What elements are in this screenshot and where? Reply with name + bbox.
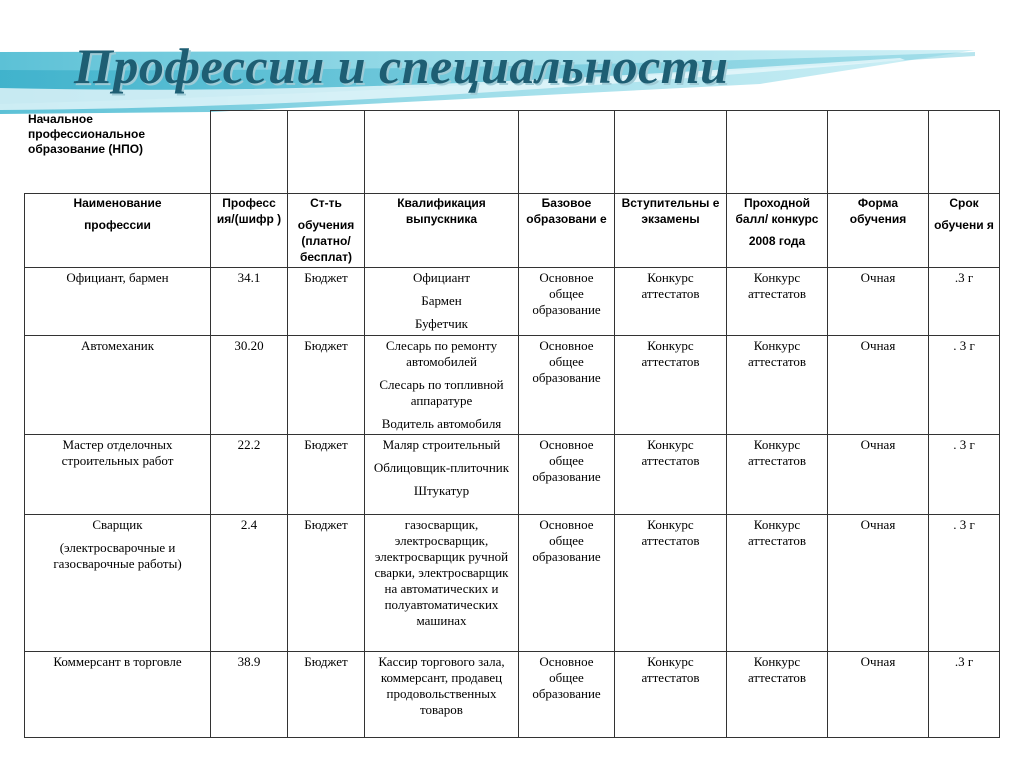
name-cell [25,268,211,336]
professions-table [24,110,1000,738]
column-header-score [727,194,828,268]
cell-text: Бармен [421,293,462,308]
cell-text: .3 г [954,270,974,285]
blank-header-row [25,111,1000,194]
cell-text: Коммерсант в торговле [53,654,182,669]
blank-cell [727,111,828,194]
cell-text: Официант, бармен [66,270,169,285]
cell-text: . 3 г [953,338,975,353]
cell-text: Конкурс аттестатов [641,654,700,685]
cell-text: Конкурс аттестатов [747,517,807,548]
form-cell [828,515,929,652]
header-text: Наименование [73,196,162,210]
cell-text: Очная [860,517,896,532]
table-row [25,336,1000,435]
exams-cell [615,652,727,738]
cell-text: Конкурс аттестатов [641,270,700,301]
cell-text: Буфетчик [414,316,468,331]
page-title: Профессии и специальности [74,38,729,94]
cell-text: Бюджет [304,338,348,353]
cell-text: Бюджет [304,654,348,669]
column-header-base [519,194,615,268]
term-cell [929,435,1000,515]
education-level-label: Начальное профессиональное образование (НПО) [28,112,145,156]
column-header-qualification [365,194,519,268]
name-cell [25,515,211,652]
cell-text: 34.1 [237,270,261,285]
cell-text: Конкурс аттестатов [641,437,700,468]
cost-cell [288,268,365,336]
base-education-cell [519,268,615,336]
column-header-form [828,194,929,268]
column-header-exams [615,194,727,268]
code-cell [211,268,288,336]
header-text: Професс ия/(шифр ) [216,196,282,226]
cell-text: 22.2 [237,437,261,452]
cell-text: Слесарь по топливной аппаратуре [379,377,504,408]
blank-cell [288,111,365,194]
cell-text: Штукатур [413,483,470,498]
cell-text: Кассир торгового зала, коммерсант, продавец продовольственных товаров [378,654,505,717]
blank-cell [25,111,211,194]
cell-text: Конкурс аттестатов [747,437,807,468]
name-cell [25,652,211,738]
cell-text: Основное общее образование [532,338,601,385]
blank-cell [211,111,288,194]
table-row [25,652,1000,738]
cell-text: Слесарь по ремонту автомобилей [385,338,498,369]
score-cell [727,268,828,336]
code-cell [211,336,288,435]
cell-text: Маляр строительный [382,437,501,452]
base-education-cell [519,652,615,738]
base-education-cell [519,336,615,435]
cost-cell [288,435,365,515]
cell-text: газосварщик, электросварщик, электросварщик ручной сварки, электросварщик на автоматических и полуавтоматических машинах [374,517,509,628]
column-header-row [25,194,1000,268]
cell-text: Водитель автомобиля [381,416,502,431]
score-cell [727,336,828,435]
header-text: обучения (платно/ бесплат) [297,218,355,264]
exams-cell [615,515,727,652]
cell-text: Конкурс аттестатов [747,338,807,369]
cost-cell [288,336,365,435]
header-text: Квалификация выпускника [397,196,486,226]
header-text: 2008 года [748,234,806,248]
cell-text: Конкурс аттестатов [747,654,807,685]
header-text: Проходной балл/ конкурс [735,196,819,226]
cell-text: . 3 г [953,437,975,452]
qualification-cell [365,268,519,336]
header-text: профессии [84,218,151,232]
qualification-cell [365,652,519,738]
column-header-name [25,194,211,268]
code-cell [211,652,288,738]
cell-text: Основное общее образование [532,654,601,701]
cost-cell [288,652,365,738]
cell-text: Мастер отделочных строительных работ [61,437,174,468]
header-text: Форма обучения [849,196,907,226]
header-text: Срок [949,196,979,210]
form-cell [828,268,929,336]
column-header-term [929,194,1000,268]
form-cell [828,336,929,435]
table-row [25,515,1000,652]
blank-cell [365,111,519,194]
cell-text: (электросварочные и газосварочные работы) [53,540,182,571]
cell-text: . 3 г [953,517,975,532]
score-cell [727,435,828,515]
term-cell [929,268,1000,336]
code-cell [211,435,288,515]
cost-cell [288,515,365,652]
blank-cell [519,111,615,194]
form-cell [828,652,929,738]
cell-text: .3 г [954,654,974,669]
exams-cell [615,435,727,515]
form-cell [828,435,929,515]
cell-text: Бюджет [304,270,348,285]
column-header-cost [288,194,365,268]
table-row [25,268,1000,336]
exams-cell [615,336,727,435]
cell-text: Конкурс аттестатов [747,270,807,301]
column-header-code [211,194,288,268]
header-text: Базовое образовани е [526,196,607,226]
cell-text: 38.9 [237,654,261,669]
blank-cell [929,111,1000,194]
cell-text: Основное общее образование [532,517,601,564]
name-cell [25,336,211,435]
cell-text: Облицовщик-плиточник [373,460,510,475]
cell-text: Основное общее образование [532,270,601,317]
cell-text: Конкурс аттестатов [641,338,700,369]
cell-text: Официант [412,270,471,285]
cell-text: Конкурс аттестатов [641,517,700,548]
cell-text: 30.20 [234,338,264,353]
cell-text: Очная [860,338,896,353]
qualification-cell [365,435,519,515]
name-cell [25,435,211,515]
header-text: Вступительны е экзамены [621,196,720,226]
cell-text: Бюджет [304,517,348,532]
term-cell [929,336,1000,435]
score-cell [727,652,828,738]
blank-cell [828,111,929,194]
cell-text: Сварщик [92,517,143,532]
exams-cell [615,268,727,336]
cell-text: Бюджет [304,437,348,452]
table-row [25,435,1000,515]
header-text: обучени я [934,218,994,232]
cell-text: Очная [860,437,896,452]
cell-text: Основное общее образование [532,437,601,484]
base-education-cell [519,435,615,515]
term-cell [929,515,1000,652]
term-cell [929,652,1000,738]
cell-text: 2.4 [240,517,258,532]
cell-text: Очная [860,270,896,285]
code-cell [211,515,288,652]
header-text: Ст-ть [310,196,342,210]
qualification-cell [365,336,519,435]
qualification-cell [365,515,519,652]
score-cell [727,515,828,652]
blank-cell [615,111,727,194]
cell-text: Автомеханик [80,338,155,353]
cell-text: Очная [860,654,896,669]
base-education-cell [519,515,615,652]
